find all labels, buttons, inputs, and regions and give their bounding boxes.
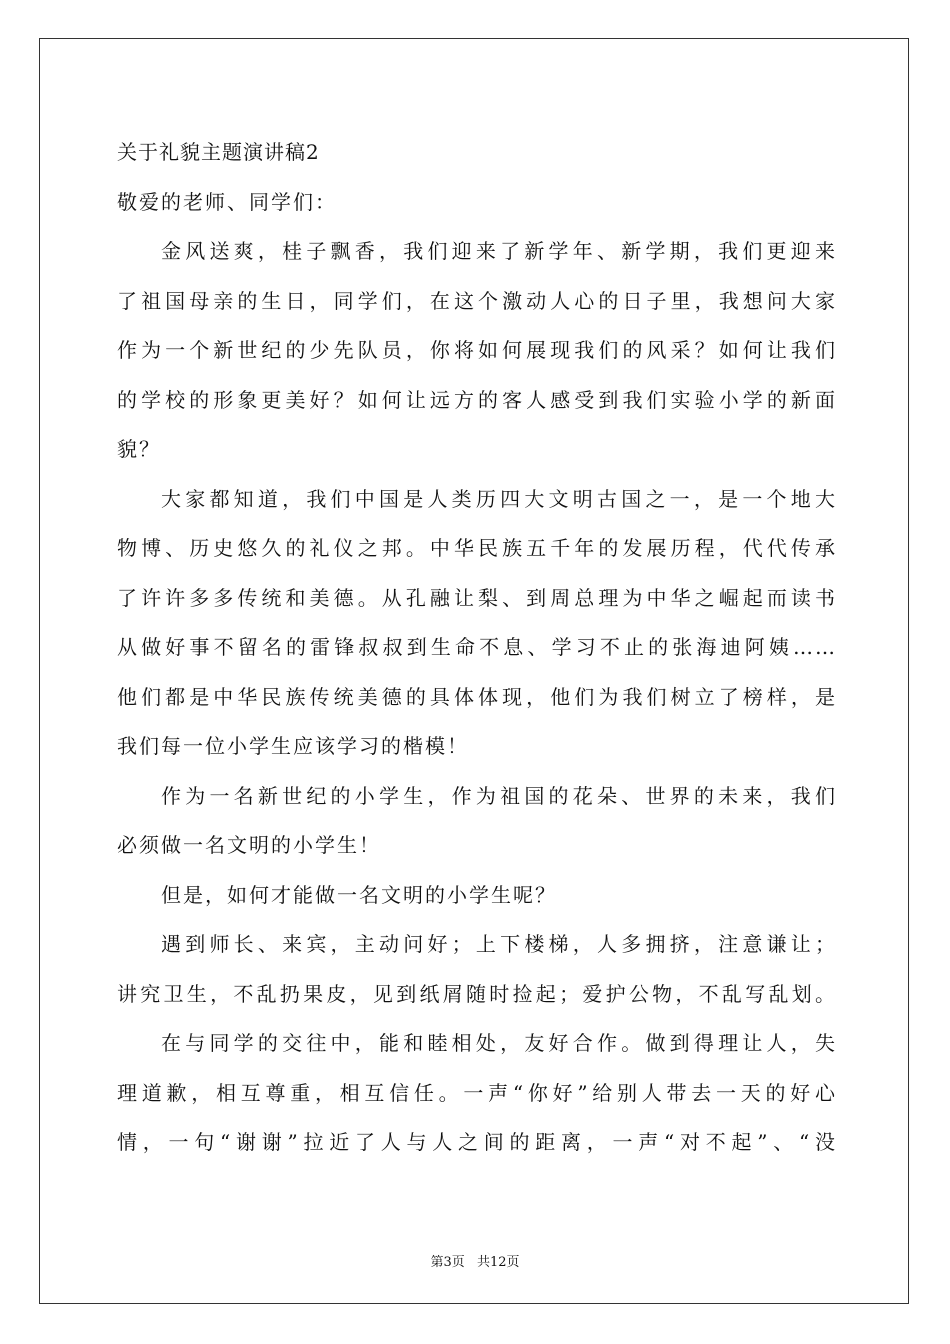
paragraph-line: 他们都是中华民族传统美德的具体体现，他们为我们树立了榜样，是: [117, 684, 837, 709]
paragraph-2: [117, 475, 837, 772]
paragraph-line: 必须做一名文明的小学生！: [117, 833, 381, 857]
paragraph-line: 理道歉，相互尊重，相互信任。一声“你好”给别人带去一天的好心: [117, 1080, 837, 1105]
paragraph-line: 了祖国母亲的生日，同学们，在这个激动人心的日子里，我想问大家: [117, 288, 837, 313]
page-total: 共12页: [476, 1255, 520, 1270]
paragraph-6: [117, 1019, 837, 1168]
paragraph-line: 作为一名新世纪的小学生，作为祖国的花朵、世界的未来，我们: [161, 783, 837, 808]
paragraph-line: 金风送爽，桂子飘香，我们迎来了新学年、新学期，我们更迎来: [161, 239, 837, 263]
paragraph-line: 从做好事不留名的雷锋叔叔到生命不息、学习不止的张海迪阿姨……: [117, 635, 837, 659]
document-title: 关于礼貌主题演讲稿2: [117, 140, 320, 164]
paragraph-line: 情，一句“谢谢”拉近了人与人之间的距离，一声“对不起”、“没: [117, 1130, 837, 1154]
paragraph-line: 但是，如何才能做一名文明的小学生呢？: [161, 882, 557, 907]
paragraph-line: 貌？: [117, 437, 161, 461]
salutation: 敬爱的老师、同学们：: [117, 189, 337, 214]
paragraph-1: [117, 227, 837, 475]
paragraph-3: [117, 772, 837, 871]
paragraph-line: 的学校的形象更美好？如何让远方的客人感受到我们实验小学的新面: [117, 387, 837, 412]
paragraph-line: 讲究卫生，不乱扔果皮，见到纸屑随时捡起；爱护公物，不乱写乱划。: [117, 981, 837, 1006]
paragraph-line: 遇到师长、来宾，主动问好；上下楼梯，人多拥挤，注意谦让；: [161, 932, 837, 956]
page-number: 第3页: [430, 1255, 465, 1270]
paragraph-line: 大家都知道，我们中国是人类历四大文明古国之一，是一个地大: [161, 486, 837, 511]
document-body: [117, 128, 837, 1168]
paragraph-line: 我们每一位小学生应该学习的楷模！: [117, 734, 469, 758]
paragraph-line: 物博、历史悠久的礼仪之邦。中华民族五千年的发展历程，代代传承: [117, 536, 837, 560]
paragraph-line: 了许许多多传统和美德。从孔融让梨、到周总理为中华之崛起而读书: [117, 585, 837, 610]
paragraph-line: 作为一个新世纪的少先队员，你将如何展现我们的风采？如何让我们: [117, 338, 837, 362]
paragraph-line: 在与同学的交往中，能和睦相处，友好合作。做到得理让人，失: [161, 1031, 837, 1055]
paragraph-5: [117, 920, 837, 1019]
page-footer: [0, 1251, 950, 1270]
paragraph-4: [117, 871, 837, 921]
